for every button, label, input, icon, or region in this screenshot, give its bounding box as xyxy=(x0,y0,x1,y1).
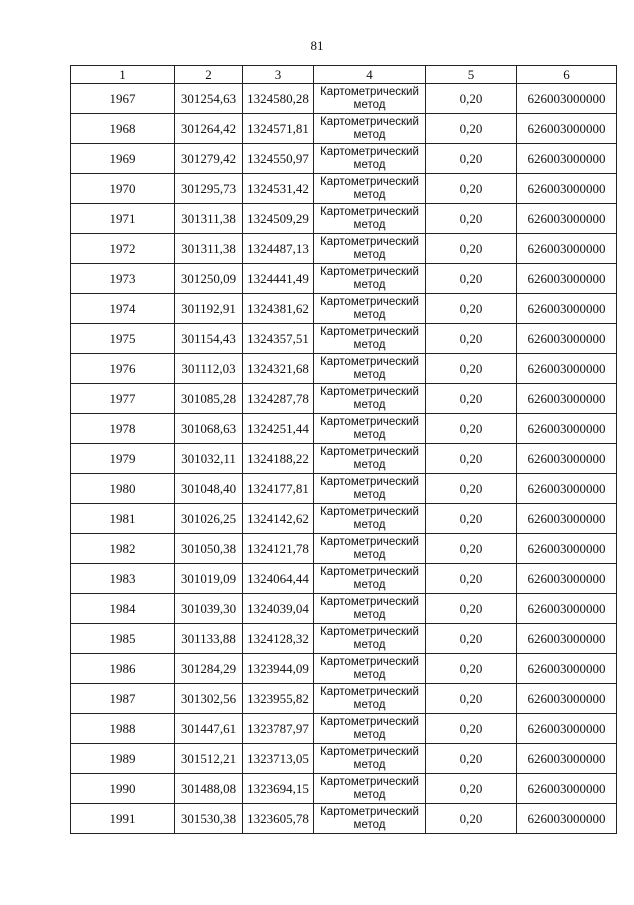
point-number-cell: 1986 xyxy=(71,654,175,684)
code-cell: 626003000000 xyxy=(517,534,617,564)
column-header-1: 1 xyxy=(71,66,175,84)
table-row xyxy=(71,564,617,594)
method-line-1: Картометрический xyxy=(320,745,419,758)
y-coordinate-cell: 1324531,42 xyxy=(243,174,314,204)
method-line-1: Картометрический xyxy=(320,445,419,458)
point-number-cell: 1984 xyxy=(71,594,175,624)
code-cell: 626003000000 xyxy=(517,384,617,414)
point-number-cell: 1973 xyxy=(71,264,175,294)
code-cell: 626003000000 xyxy=(517,414,617,444)
method-line-2: метод xyxy=(353,728,386,741)
method-line-1: Картометрический xyxy=(320,145,419,158)
point-number-cell: 1976 xyxy=(71,354,175,384)
x-coordinate-cell: 301311,38 xyxy=(175,204,243,234)
method-cell xyxy=(314,474,426,504)
method-line-2: метод xyxy=(353,608,386,621)
y-coordinate-cell: 1323713,05 xyxy=(243,744,314,774)
y-coordinate-cell: 1324487,13 xyxy=(243,234,314,264)
x-coordinate-cell: 301133,88 xyxy=(175,624,243,654)
method-line-2: метод xyxy=(353,488,386,501)
code-cell: 626003000000 xyxy=(517,204,617,234)
method-line-1: Картометрический xyxy=(320,205,419,218)
y-coordinate-cell: 1324287,78 xyxy=(243,384,314,414)
method-line-2: метод xyxy=(353,698,386,711)
column-header-6: 6 xyxy=(517,66,617,84)
y-coordinate-cell: 1323787,97 xyxy=(243,714,314,744)
x-coordinate-cell: 301254,63 xyxy=(175,84,243,114)
table-body xyxy=(71,84,617,834)
method-cell xyxy=(314,114,426,144)
point-number-cell: 1985 xyxy=(71,624,175,654)
point-number-cell: 1987 xyxy=(71,684,175,714)
point-number-cell: 1972 xyxy=(71,234,175,264)
code-cell: 626003000000 xyxy=(517,84,617,114)
table-row xyxy=(71,714,617,744)
y-coordinate-cell: 1324188,22 xyxy=(243,444,314,474)
x-coordinate-cell: 301284,29 xyxy=(175,654,243,684)
method-line-2: метод xyxy=(353,638,386,651)
x-coordinate-cell: 301250,09 xyxy=(175,264,243,294)
table-row xyxy=(71,444,617,474)
code-cell: 626003000000 xyxy=(517,114,617,144)
method-line-1: Картометрический xyxy=(320,655,419,668)
table-row xyxy=(71,414,617,444)
method-line-1: Картометрический xyxy=(320,265,419,278)
method-cell xyxy=(314,294,426,324)
y-coordinate-cell: 1324381,62 xyxy=(243,294,314,324)
method-line-2: метод xyxy=(353,278,386,291)
x-coordinate-cell: 301032,11 xyxy=(175,444,243,474)
code-cell: 626003000000 xyxy=(517,294,617,324)
accuracy-cell: 0,20 xyxy=(426,384,517,414)
table-row xyxy=(71,744,617,774)
method-line-2: метод xyxy=(353,458,386,471)
point-number-cell: 1969 xyxy=(71,144,175,174)
method-line-1: Картометрический xyxy=(320,505,419,518)
code-cell: 626003000000 xyxy=(517,144,617,174)
y-coordinate-cell: 1324251,44 xyxy=(243,414,314,444)
code-cell: 626003000000 xyxy=(517,624,617,654)
point-number-cell: 1975 xyxy=(71,324,175,354)
x-coordinate-cell: 301019,09 xyxy=(175,564,243,594)
x-coordinate-cell: 301068,63 xyxy=(175,414,243,444)
accuracy-cell: 0,20 xyxy=(426,744,517,774)
x-coordinate-cell: 301154,43 xyxy=(175,324,243,354)
method-line-1: Картометрический xyxy=(320,385,419,398)
method-cell xyxy=(314,654,426,684)
accuracy-cell: 0,20 xyxy=(426,774,517,804)
code-cell: 626003000000 xyxy=(517,234,617,264)
point-number-cell: 1981 xyxy=(71,504,175,534)
code-cell: 626003000000 xyxy=(517,474,617,504)
method-line-1: Картометрический xyxy=(320,115,419,128)
method-line-1: Картометрический xyxy=(320,325,419,338)
point-number-cell: 1989 xyxy=(71,744,175,774)
table-row xyxy=(71,324,617,354)
point-number-cell: 1983 xyxy=(71,564,175,594)
table-row xyxy=(71,534,617,564)
accuracy-cell: 0,20 xyxy=(426,144,517,174)
x-coordinate-cell: 301050,38 xyxy=(175,534,243,564)
point-number-cell: 1977 xyxy=(71,384,175,414)
y-coordinate-cell: 1324064,44 xyxy=(243,564,314,594)
table-row xyxy=(71,294,617,324)
table-row xyxy=(71,654,617,684)
code-cell: 626003000000 xyxy=(517,654,617,684)
accuracy-cell: 0,20 xyxy=(426,804,517,834)
method-cell xyxy=(314,804,426,834)
y-coordinate-cell: 1324357,51 xyxy=(243,324,314,354)
accuracy-cell: 0,20 xyxy=(426,414,517,444)
table-row xyxy=(71,624,617,654)
point-number-cell: 1990 xyxy=(71,774,175,804)
accuracy-cell: 0,20 xyxy=(426,654,517,684)
code-cell: 626003000000 xyxy=(517,174,617,204)
x-coordinate-cell: 301279,42 xyxy=(175,144,243,174)
code-cell: 626003000000 xyxy=(517,444,617,474)
method-line-1: Картометрический xyxy=(320,475,419,488)
y-coordinate-cell: 1323694,15 xyxy=(243,774,314,804)
table-row xyxy=(71,684,617,714)
table-row xyxy=(71,384,617,414)
table-row xyxy=(71,474,617,504)
method-line-1: Картометрический xyxy=(320,715,419,728)
method-line-1: Картометрический xyxy=(320,535,419,548)
method-cell xyxy=(314,504,426,534)
accuracy-cell: 0,20 xyxy=(426,564,517,594)
point-number-cell: 1980 xyxy=(71,474,175,504)
x-coordinate-cell: 301264,42 xyxy=(175,114,243,144)
y-coordinate-cell: 1324321,68 xyxy=(243,354,314,384)
y-coordinate-cell: 1324509,29 xyxy=(243,204,314,234)
point-number-cell: 1971 xyxy=(71,204,175,234)
y-coordinate-cell: 1323944,09 xyxy=(243,654,314,684)
table-header-row xyxy=(71,66,617,84)
code-cell: 626003000000 xyxy=(517,684,617,714)
x-coordinate-cell: 301302,56 xyxy=(175,684,243,714)
method-line-2: метод xyxy=(353,158,386,171)
accuracy-cell: 0,20 xyxy=(426,264,517,294)
method-line-2: метод xyxy=(353,428,386,441)
method-cell xyxy=(314,564,426,594)
method-line-1: Картометрический xyxy=(320,235,419,248)
method-cell xyxy=(314,534,426,564)
accuracy-cell: 0,20 xyxy=(426,324,517,354)
table-row xyxy=(71,594,617,624)
method-cell xyxy=(314,144,426,174)
method-cell xyxy=(314,594,426,624)
method-line-1: Картометрический xyxy=(320,595,419,608)
x-coordinate-cell: 301039,30 xyxy=(175,594,243,624)
accuracy-cell: 0,20 xyxy=(426,444,517,474)
method-cell xyxy=(314,234,426,264)
accuracy-cell: 0,20 xyxy=(426,354,517,384)
x-coordinate-cell: 301530,38 xyxy=(175,804,243,834)
point-number-cell: 1978 xyxy=(71,414,175,444)
method-line-2: метод xyxy=(353,788,386,801)
accuracy-cell: 0,20 xyxy=(426,204,517,234)
accuracy-cell: 0,20 xyxy=(426,474,517,504)
coordinates-table xyxy=(70,65,617,834)
method-line-2: метод xyxy=(353,758,386,771)
method-line-2: метод xyxy=(353,518,386,531)
y-coordinate-cell: 1324142,62 xyxy=(243,504,314,534)
table-row xyxy=(71,804,617,834)
y-coordinate-cell: 1324121,78 xyxy=(243,534,314,564)
table-row xyxy=(71,114,617,144)
method-cell xyxy=(314,774,426,804)
method-cell xyxy=(314,744,426,774)
method-line-2: метод xyxy=(353,818,386,831)
method-line-2: метод xyxy=(353,248,386,261)
method-line-2: метод xyxy=(353,308,386,321)
table-row xyxy=(71,144,617,174)
point-number-cell: 1968 xyxy=(71,114,175,144)
column-header-2: 2 xyxy=(175,66,243,84)
method-line-2: метод xyxy=(353,338,386,351)
method-cell xyxy=(314,204,426,234)
method-line-1: Картометрический xyxy=(320,805,419,818)
method-cell xyxy=(314,84,426,114)
method-line-1: Картометрический xyxy=(320,775,419,788)
method-cell xyxy=(314,264,426,294)
method-line-2: метод xyxy=(353,548,386,561)
column-header-4: 4 xyxy=(314,66,426,84)
y-coordinate-cell: 1323605,78 xyxy=(243,804,314,834)
accuracy-cell: 0,20 xyxy=(426,114,517,144)
x-coordinate-cell: 301112,03 xyxy=(175,354,243,384)
method-line-1: Картометрический xyxy=(320,625,419,638)
point-number-cell: 1991 xyxy=(71,804,175,834)
x-coordinate-cell: 301512,21 xyxy=(175,744,243,774)
method-line-1: Картометрический xyxy=(320,175,419,188)
y-coordinate-cell: 1324039,04 xyxy=(243,594,314,624)
method-cell xyxy=(314,384,426,414)
x-coordinate-cell: 301311,38 xyxy=(175,234,243,264)
point-number-cell: 1974 xyxy=(71,294,175,324)
method-line-1: Картометрический xyxy=(320,415,419,428)
point-number-cell: 1979 xyxy=(71,444,175,474)
y-coordinate-cell: 1324580,28 xyxy=(243,84,314,114)
method-cell xyxy=(314,714,426,744)
point-number-cell: 1982 xyxy=(71,534,175,564)
accuracy-cell: 0,20 xyxy=(426,294,517,324)
page-number: 81 xyxy=(310,38,324,53)
code-cell: 626003000000 xyxy=(517,804,617,834)
y-coordinate-cell: 1324128,32 xyxy=(243,624,314,654)
method-cell xyxy=(314,354,426,384)
x-coordinate-cell: 301447,61 xyxy=(175,714,243,744)
accuracy-cell: 0,20 xyxy=(426,594,517,624)
column-header-5: 5 xyxy=(426,66,517,84)
accuracy-cell: 0,20 xyxy=(426,624,517,654)
code-cell: 626003000000 xyxy=(517,744,617,774)
x-coordinate-cell: 301048,40 xyxy=(175,474,243,504)
table-row xyxy=(71,774,617,804)
method-cell xyxy=(314,414,426,444)
method-line-2: метод xyxy=(353,398,386,411)
table-row xyxy=(71,504,617,534)
accuracy-cell: 0,20 xyxy=(426,234,517,264)
method-line-1: Картометрический xyxy=(320,685,419,698)
column-header-3: 3 xyxy=(243,66,314,84)
x-coordinate-cell: 301085,28 xyxy=(175,384,243,414)
code-cell: 626003000000 xyxy=(517,564,617,594)
accuracy-cell: 0,20 xyxy=(426,534,517,564)
method-cell xyxy=(314,444,426,474)
point-number-cell: 1988 xyxy=(71,714,175,744)
method-line-2: метод xyxy=(353,188,386,201)
point-number-cell: 1970 xyxy=(71,174,175,204)
code-cell: 626003000000 xyxy=(517,504,617,534)
method-line-1: Картометрический xyxy=(320,565,419,578)
method-line-2: метод xyxy=(353,218,386,231)
method-line-1: Картометрический xyxy=(320,295,419,308)
code-cell: 626003000000 xyxy=(517,264,617,294)
code-cell: 626003000000 xyxy=(517,594,617,624)
accuracy-cell: 0,20 xyxy=(426,174,517,204)
table-row xyxy=(71,204,617,234)
method-cell xyxy=(314,624,426,654)
method-line-2: метод xyxy=(353,128,386,141)
x-coordinate-cell: 301192,91 xyxy=(175,294,243,324)
method-line-2: метод xyxy=(353,668,386,681)
y-coordinate-cell: 1324441,49 xyxy=(243,264,314,294)
method-cell xyxy=(314,324,426,354)
x-coordinate-cell: 301295,73 xyxy=(175,174,243,204)
y-coordinate-cell: 1324571,81 xyxy=(243,114,314,144)
table-row xyxy=(71,174,617,204)
x-coordinate-cell: 301488,08 xyxy=(175,774,243,804)
method-line-2: метод xyxy=(353,368,386,381)
point-number-cell: 1967 xyxy=(71,84,175,114)
table-row xyxy=(71,354,617,384)
x-coordinate-cell: 301026,25 xyxy=(175,504,243,534)
method-line-1: Картометрический xyxy=(320,85,419,98)
method-cell xyxy=(314,684,426,714)
accuracy-cell: 0,20 xyxy=(426,714,517,744)
table-row xyxy=(71,84,617,114)
method-line-1: Картометрический xyxy=(320,355,419,368)
y-coordinate-cell: 1324177,81 xyxy=(243,474,314,504)
accuracy-cell: 0,20 xyxy=(426,504,517,534)
method-cell xyxy=(314,174,426,204)
code-cell: 626003000000 xyxy=(517,774,617,804)
method-line-2: метод xyxy=(353,98,386,111)
code-cell: 626003000000 xyxy=(517,354,617,384)
accuracy-cell: 0,20 xyxy=(426,84,517,114)
code-cell: 626003000000 xyxy=(517,714,617,744)
table-row xyxy=(71,264,617,294)
y-coordinate-cell: 1323955,82 xyxy=(243,684,314,714)
accuracy-cell: 0,20 xyxy=(426,684,517,714)
y-coordinate-cell: 1324550,97 xyxy=(243,144,314,174)
table-row xyxy=(71,234,617,264)
code-cell: 626003000000 xyxy=(517,324,617,354)
method-line-2: метод xyxy=(353,578,386,591)
